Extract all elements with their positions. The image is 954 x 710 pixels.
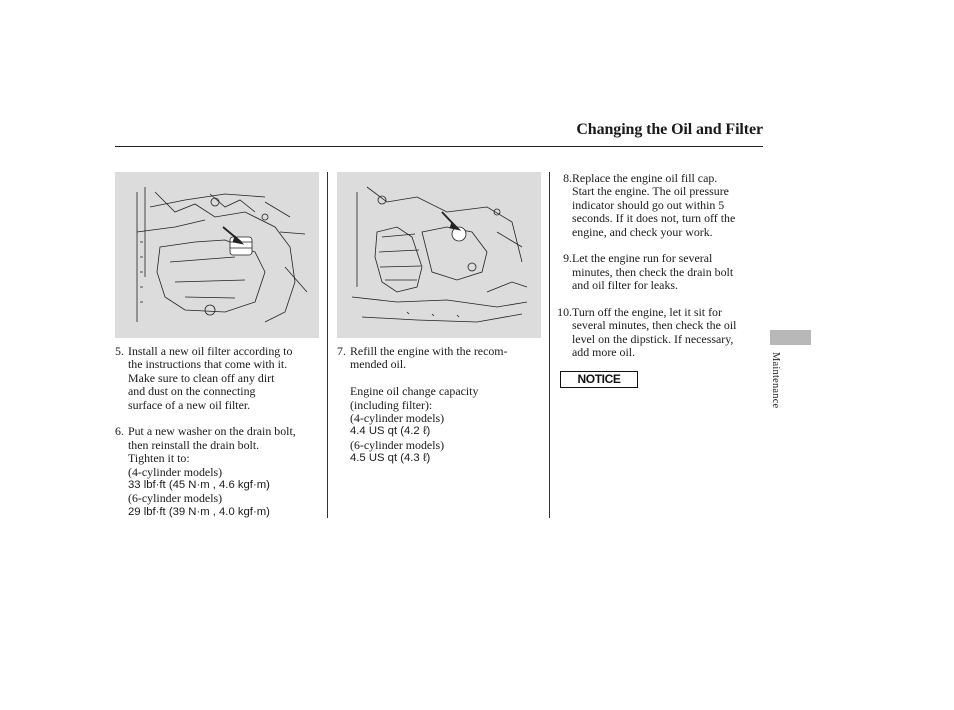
column-3: [556, 172, 766, 360]
title-rule: [115, 146, 763, 147]
step-text: (6-cylinder models): [350, 437, 445, 452]
step-text: then reinstall the drain bolt.: [128, 437, 260, 452]
step-text: engine, and check your work.: [572, 224, 713, 239]
step-text: seconds. If it does not, turn off the: [572, 211, 736, 226]
step-7: [337, 345, 542, 466]
step-text: and oil filter for leaks.: [572, 278, 678, 293]
step-text: Make sure to clean off any dirt: [128, 370, 275, 385]
step-number: 6.: [115, 424, 124, 439]
step-text: mended oil.: [350, 357, 407, 372]
step-number: 9.: [563, 251, 572, 266]
step-text: Install a new oil filter according to: [128, 344, 293, 358]
oil-filter-illustration: [115, 172, 319, 338]
section-tab: [770, 330, 811, 345]
step-number: 5.: [115, 344, 124, 358]
step-number: 8.: [563, 171, 572, 185]
step-5: [115, 345, 325, 412]
step-text: (4-cylinder models): [128, 464, 223, 479]
step-text: (4-cylinder models): [350, 411, 445, 426]
step-text: Start the engine. The oil pressure: [572, 184, 729, 199]
torque-value-6cyl: 29 lbf·ft (39 N·m , 4.0 kgf·m): [128, 505, 270, 518]
step-text: Refill the engine with the recom-: [350, 344, 508, 358]
step-text: Put a new washer on the drain bolt,: [128, 424, 296, 439]
column-divider: [549, 172, 550, 518]
step-text: Let the engine run for several: [572, 251, 713, 266]
step-text: Tighten it to:: [128, 451, 190, 466]
engine-refill-illustration: [337, 172, 541, 338]
section-side-label: Maintenance: [770, 352, 781, 409]
step-text: add more oil.: [572, 345, 636, 360]
column-divider: [327, 172, 328, 518]
step-9: [556, 252, 766, 292]
step-text: level on the dipstick. If necessary,: [572, 331, 734, 346]
step-8: [556, 172, 766, 239]
page-title: Changing the Oil and Filter: [576, 121, 763, 138]
step-number: 10.: [557, 305, 572, 320]
step-text: and dust on the connecting: [128, 384, 256, 399]
step-text: surface of a new oil filter.: [128, 397, 251, 412]
step-text: (6-cylinder models): [128, 491, 223, 506]
step-text: Replace the engine oil fill cap.: [572, 171, 718, 185]
torque-value-4cyl: 33 lbf·ft (45 N·m , 4.6 kgf·m): [128, 479, 270, 492]
notice-badge: NOTICE: [560, 371, 638, 388]
step-text: indicator should go out within 5: [572, 197, 725, 212]
step-6: [115, 425, 325, 519]
step-number: 7.: [337, 344, 346, 358]
column-1: [115, 345, 325, 519]
step-text: the instructions that come with it.: [128, 357, 288, 372]
step-text: Turn off the engine, let it sit for: [572, 305, 722, 320]
step-text: Engine oil change capacity: [350, 384, 479, 399]
capacity-value-6cyl: 4.5 US qt (4.3 ℓ): [350, 452, 431, 465]
capacity-value-4cyl: 4.4 US qt (4.2 ℓ): [350, 425, 431, 438]
step-text: (including filter):: [350, 397, 433, 412]
column-2: [337, 345, 542, 466]
step-text: several minutes, then check the oil: [572, 318, 737, 333]
step-10: [556, 306, 766, 360]
step-text: minutes, then check the drain bolt: [572, 264, 734, 279]
